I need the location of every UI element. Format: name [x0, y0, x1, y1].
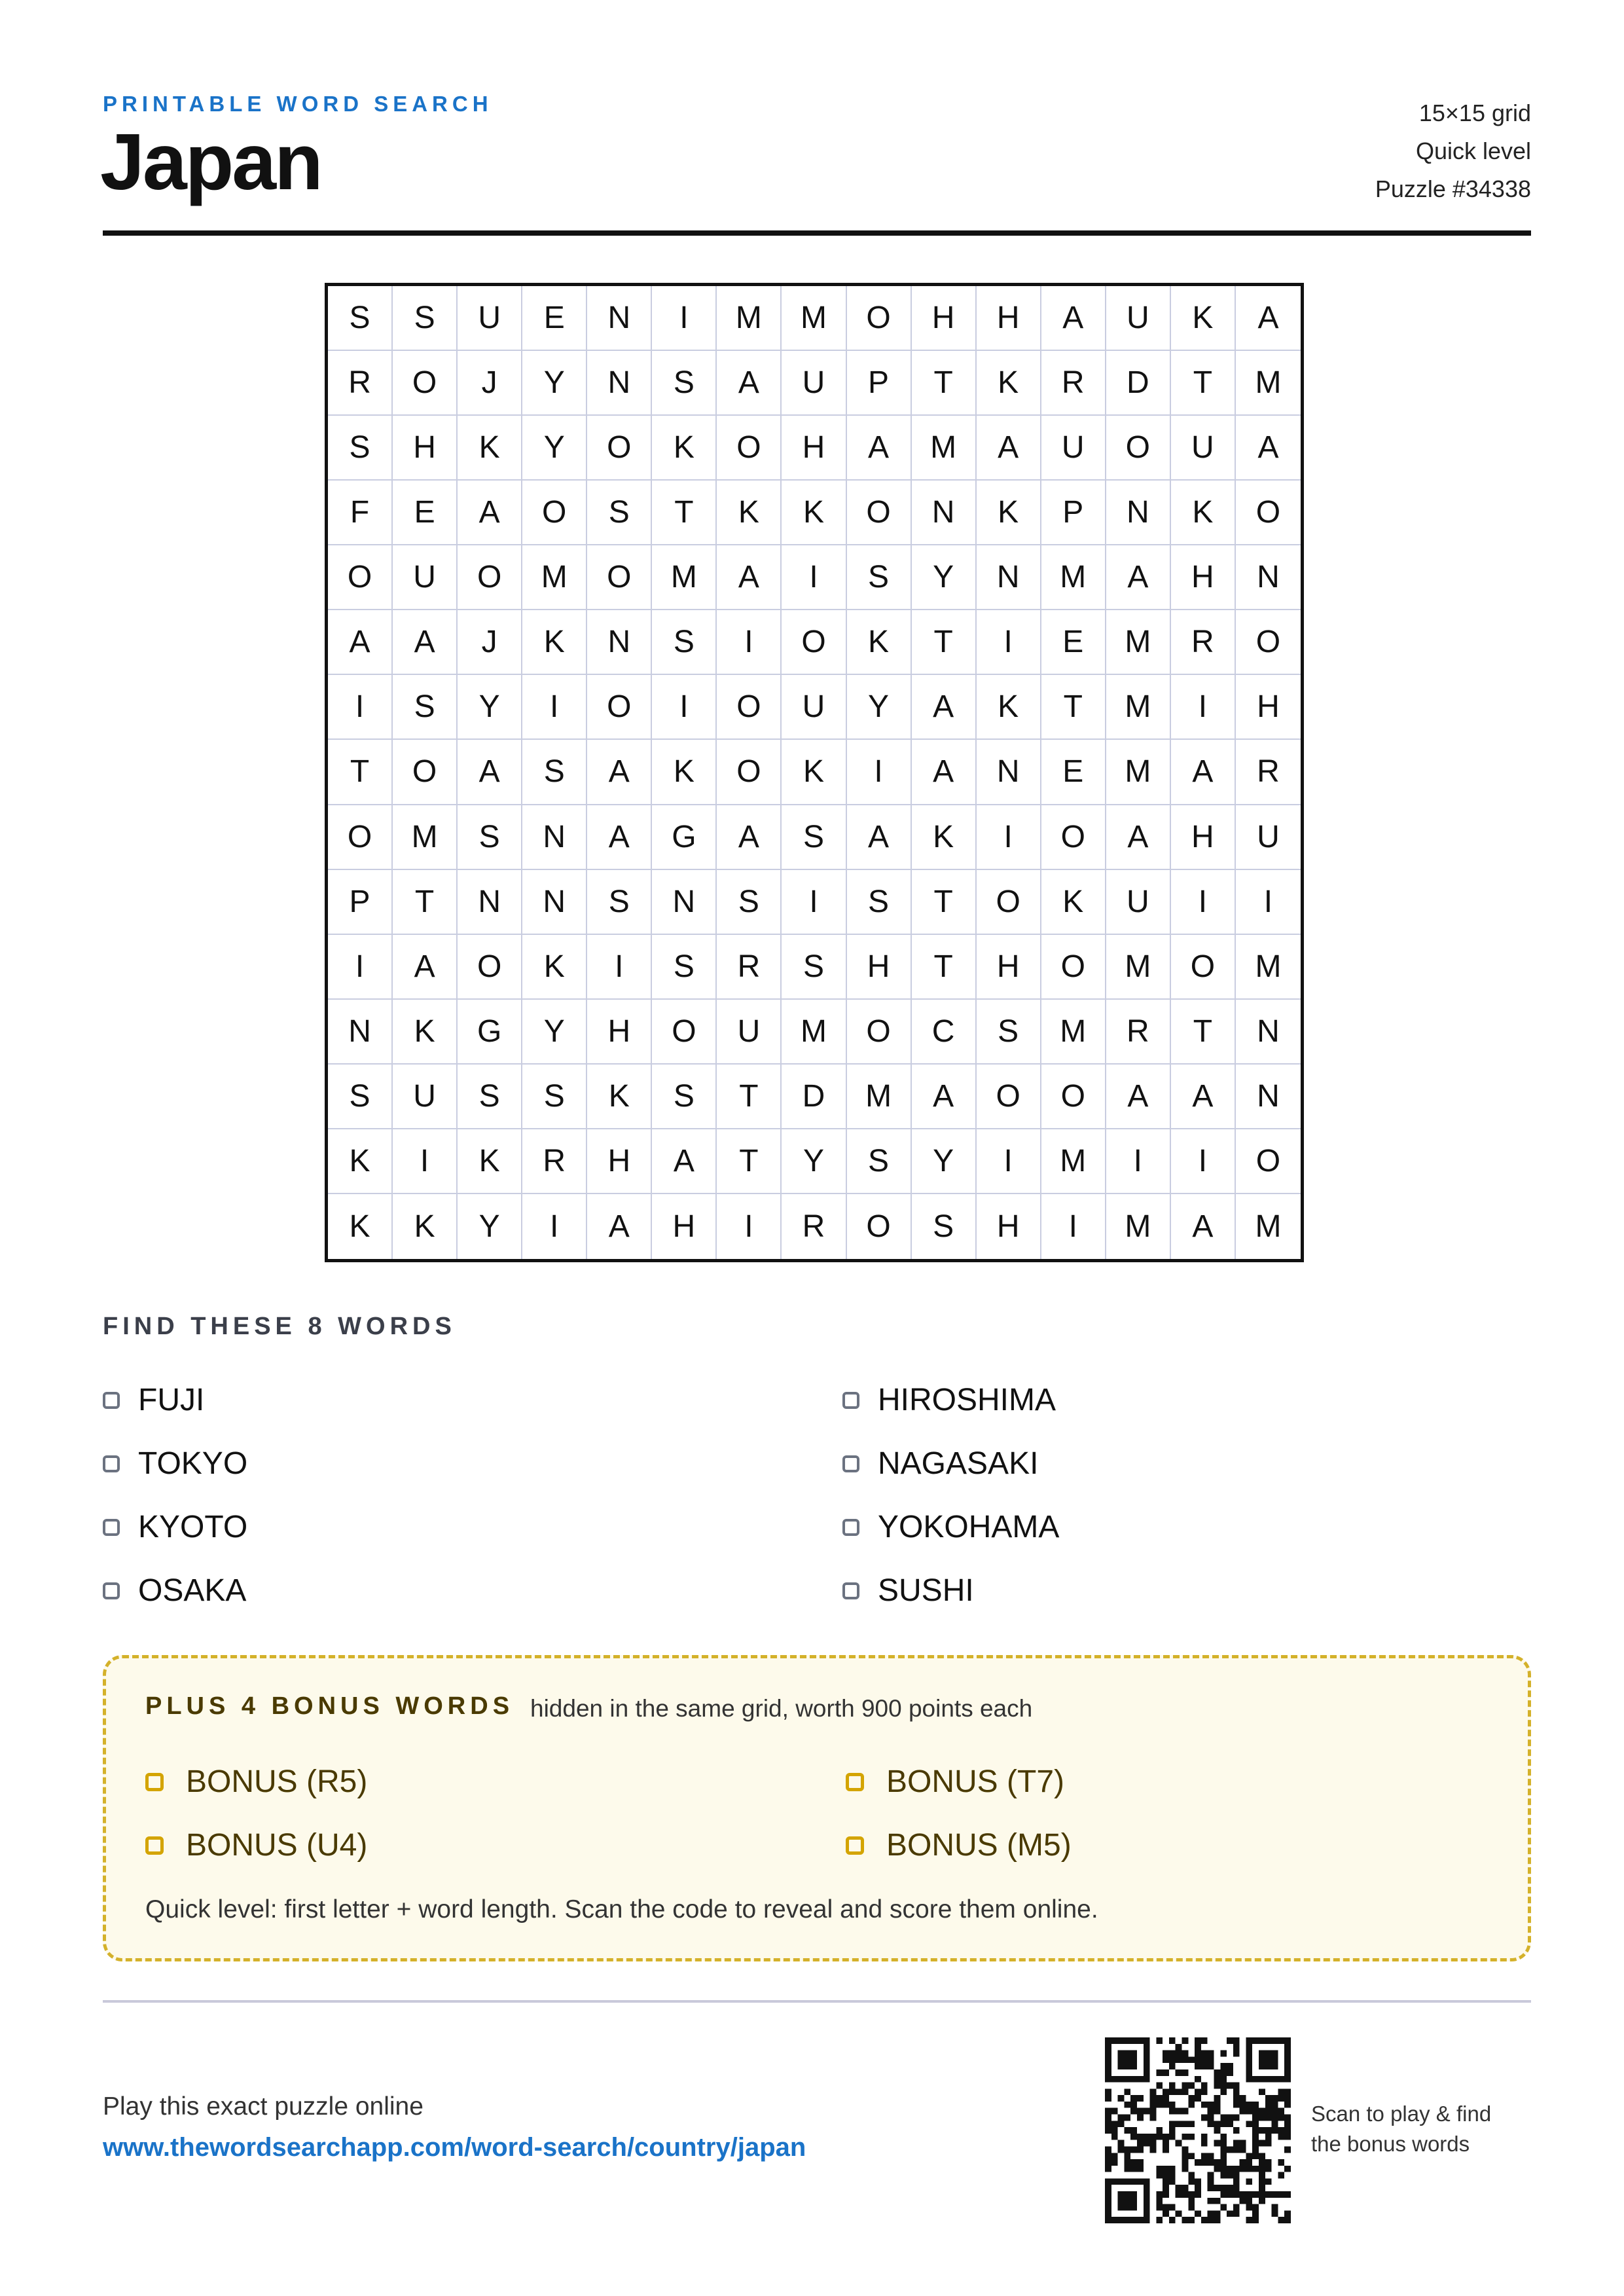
grid-cell[interactable]: O: [1236, 1129, 1301, 1194]
grid-cell[interactable]: O: [782, 610, 846, 675]
grid-cell[interactable]: I: [328, 935, 393, 1000]
grid-cell[interactable]: R: [782, 1194, 846, 1259]
word-label: FUJI: [138, 1383, 205, 1417]
grid-cell[interactable]: M: [782, 286, 846, 351]
grid-cell[interactable]: Y: [847, 675, 912, 740]
grid-cell[interactable]: S: [328, 416, 393, 481]
grid-cell[interactable]: O: [1106, 416, 1171, 481]
grid-cell[interactable]: A: [717, 545, 782, 610]
grid-cell[interactable]: A: [393, 610, 458, 675]
bonus-word-label: BONUS (M5): [886, 1828, 1072, 1863]
difficulty-level: Quick level: [1415, 137, 1531, 164]
grid-cell[interactable]: K: [458, 1129, 522, 1194]
grid-cell[interactable]: M: [847, 1065, 912, 1129]
grid-cell[interactable]: R: [1171, 610, 1236, 675]
grid-cell[interactable]: A: [1171, 1065, 1236, 1129]
checkbox-icon[interactable]: [145, 1773, 164, 1791]
grid-cell[interactable]: K: [1171, 481, 1236, 545]
grid-cell[interactable]: M: [1106, 1194, 1171, 1259]
grid-cell[interactable]: O: [587, 545, 652, 610]
grid-cell[interactable]: I: [652, 675, 717, 740]
grid-cell[interactable]: O: [393, 740, 458, 805]
grid-cell[interactable]: U: [1106, 286, 1171, 351]
grid-cell[interactable]: U: [782, 675, 846, 740]
grid-cell[interactable]: M: [1106, 675, 1171, 740]
grid-cell[interactable]: M: [522, 545, 587, 610]
grid-cell[interactable]: M: [717, 286, 782, 351]
grid-cell[interactable]: A: [912, 1065, 977, 1129]
grid-cell[interactable]: U: [393, 1065, 458, 1129]
word-item[interactable]: [842, 1368, 1531, 1432]
grid-cell[interactable]: O: [977, 1065, 1041, 1129]
grid-cell[interactable]: O: [1041, 935, 1106, 1000]
grid-cell[interactable]: M: [1106, 935, 1171, 1000]
grid-cell[interactable]: Y: [458, 1194, 522, 1259]
grid-cell[interactable]: M: [393, 805, 458, 870]
bonus-footer: Quick level: first letter + word length. Scan the code to reveal and score them online.: [145, 1895, 1098, 1923]
grid-cell[interactable]: N: [587, 610, 652, 675]
grid-cell[interactable]: O: [717, 416, 782, 481]
grid-cell[interactable]: E: [1041, 740, 1106, 805]
bonus-word-label: BONUS (U4): [186, 1828, 368, 1863]
grid-cell[interactable]: I: [328, 675, 393, 740]
grid-cell[interactable]: T: [717, 1129, 782, 1194]
grid-cell[interactable]: K: [782, 740, 846, 805]
grid-cell[interactable]: H: [1171, 545, 1236, 610]
grid-cell[interactable]: K: [977, 351, 1041, 416]
qr-caption-line-1: Scan to play & find: [1311, 2102, 1492, 2126]
grid-cell[interactable]: Y: [912, 545, 977, 610]
word-label: TOKYO: [138, 1446, 248, 1481]
puzzle-meta: [1375, 94, 1531, 208]
grid-cell[interactable]: H: [977, 1194, 1041, 1259]
qr-code-icon[interactable]: [1105, 2037, 1291, 2223]
grid-cell[interactable]: C: [912, 1000, 977, 1065]
grid-cell[interactable]: I: [1106, 1129, 1171, 1194]
grid-cell[interactable]: A: [587, 805, 652, 870]
grid-cell[interactable]: O: [328, 545, 393, 610]
grid-cell[interactable]: K: [587, 1065, 652, 1129]
grid-cell[interactable]: I: [847, 740, 912, 805]
grid-cell[interactable]: K: [522, 935, 587, 1000]
word-list: [103, 1368, 1531, 1622]
grid-cell[interactable]: R: [717, 935, 782, 1000]
grid-cell[interactable]: N: [458, 870, 522, 935]
grid-cell[interactable]: S: [328, 1065, 393, 1129]
grid-cell[interactable]: N: [1236, 545, 1301, 610]
grid-cell[interactable]: O: [587, 675, 652, 740]
grid-cell[interactable]: M: [1106, 610, 1171, 675]
grid-cell[interactable]: T: [393, 870, 458, 935]
checkbox-icon[interactable]: [842, 1392, 859, 1409]
grid-cell[interactable]: T: [912, 351, 977, 416]
bonus-word-label: BONUS (R5): [186, 1764, 368, 1799]
grid-cell[interactable]: I: [782, 870, 846, 935]
word-item[interactable]: [842, 1432, 1531, 1495]
grid-cell[interactable]: U: [393, 545, 458, 610]
word-item[interactable]: [842, 1559, 1531, 1622]
grid-cell[interactable]: S: [847, 1129, 912, 1194]
grid-cell[interactable]: D: [1106, 351, 1171, 416]
grid-cell[interactable]: A: [717, 351, 782, 416]
grid-cell[interactable]: I: [522, 675, 587, 740]
grid-cell[interactable]: Y: [522, 351, 587, 416]
grid-cell[interactable]: M: [1236, 935, 1301, 1000]
checkbox-icon[interactable]: [103, 1392, 120, 1409]
grid-cell[interactable]: K: [977, 675, 1041, 740]
grid-cell[interactable]: Y: [522, 416, 587, 481]
bonus-heading: PLUS 4 BONUS WORDS: [145, 1692, 514, 1720]
grid-cell[interactable]: O: [522, 481, 587, 545]
grid-cell[interactable]: U: [458, 286, 522, 351]
grid-cell[interactable]: I: [1041, 1194, 1106, 1259]
grid-cell[interactable]: N: [1106, 481, 1171, 545]
checkbox-icon[interactable]: [846, 1836, 864, 1855]
grid-cell[interactable]: I: [587, 935, 652, 1000]
puzzle-number: Puzzle #34338: [1375, 175, 1531, 202]
grid-cell[interactable]: U: [782, 351, 846, 416]
grid-cell[interactable]: E: [522, 286, 587, 351]
grid-cell[interactable]: O: [393, 351, 458, 416]
grid-cell[interactable]: O: [847, 286, 912, 351]
letter-grid[interactable]: [325, 283, 1304, 1262]
grid-cell[interactable]: I: [393, 1129, 458, 1194]
grid-cell[interactable]: O: [1236, 481, 1301, 545]
grid-cell[interactable]: I: [977, 1129, 1041, 1194]
grid-cell[interactable]: T: [328, 740, 393, 805]
grid-cell[interactable]: M: [1041, 1000, 1106, 1065]
bonus-word-list: [145, 1750, 1494, 1877]
grid-cell[interactable]: K: [1041, 870, 1106, 935]
grid-cell[interactable]: N: [652, 870, 717, 935]
grid-cell[interactable]: A: [912, 675, 977, 740]
play-online-link[interactable]: www.thewordsearchapp.com/word-search/country/japan: [103, 2133, 806, 2162]
grid-cell[interactable]: H: [847, 935, 912, 1000]
grid-cell[interactable]: O: [652, 1000, 717, 1065]
grid-cell[interactable]: O: [1041, 1065, 1106, 1129]
grid-cell[interactable]: I: [1236, 870, 1301, 935]
grid-cell[interactable]: I: [1171, 1129, 1236, 1194]
word-label: KYOTO: [138, 1510, 248, 1544]
page-kicker: PRINTABLE WORD SEARCH: [103, 92, 493, 116]
grid-cell[interactable]: M: [1041, 545, 1106, 610]
grid-cell[interactable]: O: [328, 805, 393, 870]
word-label: HIROSHIMA: [878, 1383, 1056, 1417]
word-item[interactable]: [103, 1559, 842, 1622]
grid-cell[interactable]: A: [847, 416, 912, 481]
grid-cell[interactable]: G: [652, 805, 717, 870]
bonus-word-item[interactable]: [846, 1750, 1494, 1813]
grid-cell[interactable]: D: [782, 1065, 846, 1129]
grid-cell[interactable]: A: [458, 481, 522, 545]
header-divider: [103, 230, 1531, 236]
grid-cell[interactable]: S: [393, 286, 458, 351]
grid-cell[interactable]: S: [393, 675, 458, 740]
grid-cell[interactable]: A: [1041, 286, 1106, 351]
grid-cell[interactable]: K: [458, 416, 522, 481]
grid-cell[interactable]: N: [587, 286, 652, 351]
grid-cell[interactable]: H: [652, 1194, 717, 1259]
grid-cell[interactable]: S: [652, 1065, 717, 1129]
word-item[interactable]: [842, 1495, 1531, 1559]
grid-cell[interactable]: T: [912, 870, 977, 935]
grid-cell[interactable]: U: [1171, 416, 1236, 481]
grid-cell[interactable]: K: [328, 1129, 393, 1194]
bonus-word-item[interactable]: [145, 1813, 846, 1877]
word-label: YOKOHAMA: [878, 1510, 1060, 1544]
grid-cell[interactable]: I: [522, 1194, 587, 1259]
qr-caption-line-2: the bonus words: [1311, 2132, 1470, 2156]
grid-cell[interactable]: Y: [782, 1129, 846, 1194]
grid-cell[interactable]: A: [458, 740, 522, 805]
grid-cell[interactable]: N: [912, 481, 977, 545]
grid-cell[interactable]: O: [977, 870, 1041, 935]
grid-cell[interactable]: T: [1171, 351, 1236, 416]
grid-cell[interactable]: T: [652, 481, 717, 545]
grid-cell[interactable]: P: [328, 870, 393, 935]
grid-cell[interactable]: K: [782, 481, 846, 545]
grid-size: 15×15 grid: [1418, 100, 1531, 126]
grid-cell[interactable]: N: [977, 545, 1041, 610]
grid-cell[interactable]: A: [1106, 1065, 1171, 1129]
checkbox-icon[interactable]: [846, 1773, 864, 1791]
grid-cell[interactable]: K: [328, 1194, 393, 1259]
grid-cell[interactable]: M: [1255, 1209, 1282, 1244]
grid-cell[interactable]: H: [1171, 805, 1236, 870]
grid-cell[interactable]: T: [912, 610, 977, 675]
grid-cell[interactable]: N: [1236, 1000, 1301, 1065]
grid-cell[interactable]: H: [912, 286, 977, 351]
find-heading: FIND THESE 8 WORDS: [103, 1313, 456, 1340]
grid-cell[interactable]: S: [328, 286, 393, 351]
grid-cell[interactable]: P: [1041, 481, 1106, 545]
grid-cell[interactable]: T: [1171, 1000, 1236, 1065]
grid-cell[interactable]: H: [782, 416, 846, 481]
word-label: NAGASAKI: [878, 1446, 1039, 1481]
grid-cell[interactable]: A: [1106, 805, 1171, 870]
grid-cell[interactable]: S: [458, 805, 522, 870]
grid-cell[interactable]: S: [652, 610, 717, 675]
grid-cell[interactable]: H: [587, 1000, 652, 1065]
grid-cell[interactable]: S: [652, 351, 717, 416]
grid-cell[interactable]: S: [912, 1194, 977, 1259]
checkbox-icon[interactable]: [842, 1455, 859, 1472]
qr-caption: [1311, 2099, 1491, 2159]
grid-cell[interactable]: H: [1236, 675, 1301, 740]
grid-cell[interactable]: E: [1041, 610, 1106, 675]
word-label: SUSHI: [878, 1573, 974, 1608]
grid-cell[interactable]: N: [1236, 1065, 1301, 1129]
grid-cell[interactable]: I: [782, 545, 846, 610]
play-online-label: Play this exact puzzle online: [103, 2092, 424, 2121]
grid-cell[interactable]: O: [458, 545, 522, 610]
grid-cell[interactable]: O: [587, 416, 652, 481]
grid-cell[interactable]: S: [782, 805, 846, 870]
checkbox-icon[interactable]: [842, 1582, 859, 1599]
grid-cell[interactable]: I: [1171, 675, 1236, 740]
grid-cell[interactable]: N: [522, 805, 587, 870]
grid-cell[interactable]: A: [587, 1194, 652, 1259]
grid-cell[interactable]: O: [717, 740, 782, 805]
grid-cell[interactable]: P: [847, 351, 912, 416]
grid-cell[interactable]: M: [782, 1000, 846, 1065]
bonus-panel: [103, 1655, 1531, 1961]
word-item[interactable]: [103, 1368, 842, 1432]
checkbox-icon[interactable]: [842, 1519, 859, 1536]
grid-cell[interactable]: K: [393, 1194, 458, 1259]
grid-cell[interactable]: U: [1041, 416, 1106, 481]
grid-cell[interactable]: O: [1171, 935, 1236, 1000]
grid-cell[interactable]: K: [977, 481, 1041, 545]
grid-cell[interactable]: Y: [522, 1000, 587, 1065]
grid-cell[interactable]: A: [1171, 1194, 1236, 1259]
grid-cell[interactable]: Y: [458, 675, 522, 740]
grid-cell[interactable]: A: [717, 805, 782, 870]
grid-cell[interactable]: J: [458, 351, 522, 416]
grid-cell[interactable]: Y: [912, 1129, 977, 1194]
grid-cell[interactable]: M: [652, 545, 717, 610]
checkbox-icon[interactable]: [103, 1519, 120, 1536]
grid-cell[interactable]: O: [717, 675, 782, 740]
grid-cell[interactable]: A: [1106, 545, 1171, 610]
grid-cell[interactable]: R: [1106, 1000, 1171, 1065]
grid-cell[interactable]: I: [717, 1194, 782, 1259]
grid-cell[interactable]: K: [912, 805, 977, 870]
grid-cell[interactable]: S: [717, 870, 782, 935]
grid-cell[interactable]: S: [587, 870, 652, 935]
grid-cell[interactable]: A: [652, 1129, 717, 1194]
checkbox-icon[interactable]: [103, 1582, 120, 1599]
grid-cell[interactable]: J: [458, 610, 522, 675]
grid-cell[interactable]: N: [328, 1000, 393, 1065]
grid-cell[interactable]: I: [717, 610, 782, 675]
bonus-note: hidden in the same grid, worth 900 points each: [530, 1695, 1033, 1722]
grid-cell[interactable]: A: [847, 805, 912, 870]
grid-cell[interactable]: U: [1236, 805, 1301, 870]
grid-cell[interactable]: O: [847, 1194, 912, 1259]
grid-cell[interactable]: O: [847, 481, 912, 545]
grid-cell[interactable]: T: [1041, 675, 1106, 740]
grid-cell[interactable]: S: [782, 935, 846, 1000]
grid-cell[interactable]: A: [328, 610, 393, 675]
grid-cell[interactable]: A: [1236, 416, 1301, 481]
grid-cell[interactable]: M: [1041, 1129, 1106, 1194]
page-title: Japan: [100, 117, 321, 206]
grid-cell[interactable]: S: [652, 935, 717, 1000]
grid-cell[interactable]: O: [847, 1000, 912, 1065]
grid-cell[interactable]: U: [717, 1000, 782, 1065]
bonus-word-label: BONUS (T7): [886, 1764, 1065, 1799]
grid-cell[interactable]: H: [977, 286, 1041, 351]
grid-cell[interactable]: O: [1236, 610, 1301, 675]
grid-cell[interactable]: K: [1171, 286, 1236, 351]
grid-cell[interactable]: E: [393, 481, 458, 545]
grid-cell[interactable]: K: [847, 610, 912, 675]
grid-cell[interactable]: G: [458, 1000, 522, 1065]
grid-cell[interactable]: N: [522, 870, 587, 935]
grid-cell[interactable]: H: [393, 416, 458, 481]
word-item[interactable]: [103, 1432, 842, 1495]
grid-cell[interactable]: R: [1041, 351, 1106, 416]
grid-cell[interactable]: S: [847, 545, 912, 610]
grid-cell[interactable]: K: [522, 610, 587, 675]
grid-cell[interactable]: I: [1171, 870, 1236, 935]
grid-cell[interactable]: A: [977, 416, 1041, 481]
grid-cell[interactable]: H: [977, 935, 1041, 1000]
grid-cell[interactable]: I: [977, 805, 1041, 870]
grid-cell[interactable]: M: [912, 416, 977, 481]
bonus-word-item[interactable]: [145, 1750, 846, 1813]
grid-cell[interactable]: T: [717, 1065, 782, 1129]
grid-cell[interactable]: I: [977, 610, 1041, 675]
grid-cell[interactable]: A: [393, 935, 458, 1000]
grid-cell[interactable]: H: [587, 1129, 652, 1194]
grid-cell[interactable]: I: [652, 286, 717, 351]
grid-cell[interactable]: M: [1236, 351, 1301, 416]
grid-cell[interactable]: F: [328, 481, 393, 545]
grid-cell[interactable]: N: [977, 740, 1041, 805]
grid-cell[interactable]: R: [328, 351, 393, 416]
word-label: OSAKA: [138, 1573, 247, 1608]
grid-cell[interactable]: S: [522, 1065, 587, 1129]
grid-cell[interactable]: S: [587, 481, 652, 545]
word-item[interactable]: [103, 1495, 842, 1559]
grid-cell[interactable]: T: [912, 935, 977, 1000]
grid-cell[interactable]: K: [393, 1000, 458, 1065]
grid-cell[interactable]: O: [1041, 805, 1106, 870]
grid-cell[interactable]: S: [522, 740, 587, 805]
grid-cell[interactable]: A: [912, 740, 977, 805]
checkbox-icon[interactable]: [145, 1836, 164, 1855]
grid-cell[interactable]: A: [587, 740, 652, 805]
checkbox-icon[interactable]: [103, 1455, 120, 1472]
grid-cell[interactable]: N: [587, 351, 652, 416]
grid-cell[interactable]: R: [522, 1129, 587, 1194]
grid-cell[interactable]: A: [1236, 286, 1301, 351]
grid-cell[interactable]: A: [1171, 740, 1236, 805]
grid-cell[interactable]: S: [977, 1000, 1041, 1065]
grid-cell[interactable]: M: [1106, 740, 1171, 805]
grid-cell[interactable]: S: [458, 1065, 522, 1129]
grid-cell[interactable]: K: [652, 740, 717, 805]
grid-cell[interactable]: U: [1106, 870, 1171, 935]
bonus-word-item[interactable]: [846, 1813, 1494, 1877]
grid-cell[interactable]: K: [652, 416, 717, 481]
grid-cell[interactable]: S: [847, 870, 912, 935]
grid-cell[interactable]: R: [1236, 740, 1301, 805]
footer-divider: [103, 2000, 1531, 2003]
grid-cell[interactable]: O: [458, 935, 522, 1000]
grid-cell[interactable]: K: [717, 481, 782, 545]
